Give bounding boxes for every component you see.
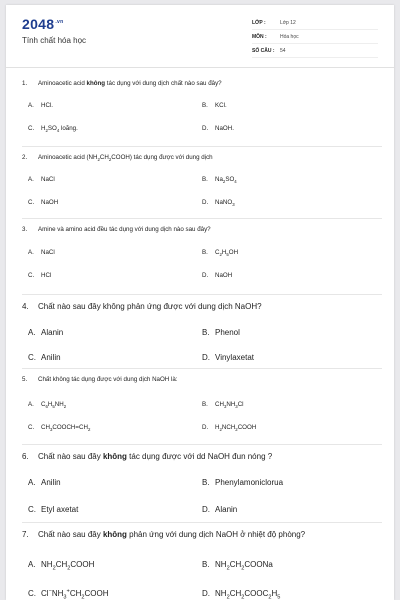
question-number: 4. [22, 302, 29, 311]
option-label: A. [28, 478, 36, 487]
meta-row-subject [252, 31, 378, 44]
option-label: B. [202, 328, 210, 337]
option-label: D. [202, 272, 209, 279]
option-label: C. [28, 589, 36, 598]
answer-option-a[interactable] [28, 328, 63, 337]
question-text: Amine và amino acid đều tác dụng với dung dịch nào sau đây? [38, 226, 211, 233]
option-text: Phenylamoniclorua [215, 478, 284, 487]
option-label: A. [28, 560, 36, 569]
option-text: $Na_2SO_4$ [215, 176, 237, 185]
option-label: A. [28, 249, 34, 256]
answer-option-a[interactable] [28, 249, 55, 256]
question-item [22, 369, 382, 445]
answer-option-b[interactable] [202, 176, 237, 183]
answer-option-d[interactable] [202, 125, 234, 132]
question-item [22, 219, 382, 295]
option-label: B. [202, 102, 208, 109]
answer-option-c[interactable] [28, 424, 90, 431]
question-item [22, 445, 382, 523]
answer-option-b[interactable] [202, 401, 244, 408]
answer-option-a[interactable] [28, 478, 61, 487]
option-label: D. [202, 505, 210, 514]
question-stem [22, 302, 262, 311]
answer-option-b[interactable] [202, 478, 283, 487]
option-label: A. [28, 328, 36, 337]
option-label: D. [202, 353, 210, 362]
option-label: D. [202, 589, 210, 598]
option-label: C. [28, 505, 36, 514]
answer-option-c[interactable] [28, 125, 78, 132]
answer-option-c[interactable] [28, 353, 61, 362]
question-text: Aminoacetic acid không tác dụng với dung dịch chất nào sau đây? [38, 80, 222, 87]
answer-option-d[interactable] [202, 589, 280, 598]
answer-option-c[interactable] [28, 589, 109, 598]
option-text: $NH_2CH_2COOC_2H_5$ [215, 589, 281, 600]
option-label: B. [202, 560, 210, 569]
option-text: $C_2H_5OH$ [215, 249, 239, 258]
option-text: $NH_2CH_2COONa$ [215, 560, 273, 572]
option-label: A. [28, 102, 34, 109]
option-text: NaNO$_3$ [215, 199, 235, 208]
meta-row-class [252, 17, 378, 30]
answer-option-d[interactable] [202, 353, 254, 362]
option-text: $CH_3NH_3Cl$ [215, 401, 244, 410]
answer-option-c[interactable] [28, 272, 51, 279]
question-item [22, 147, 382, 219]
document-meta [252, 17, 378, 59]
meta-row-count [252, 45, 378, 58]
option-text: $CH_3COOCH=CH_2$ [41, 424, 91, 433]
answer-option-a[interactable] [28, 176, 55, 183]
question-item [22, 75, 382, 147]
option-text: KCl. [215, 102, 227, 109]
option-text: $Cl^-NH_3^+CH_2COOH$ [41, 588, 109, 600]
option-text: NaOH [215, 272, 233, 279]
answer-option-a[interactable] [28, 401, 66, 408]
option-label: D. [202, 199, 209, 206]
option-text: $H_2SO_4$ loãng. [41, 125, 78, 134]
option-text: $H_2NCH_2COOH$ [215, 424, 257, 433]
answer-option-d[interactable] [202, 424, 256, 431]
meta-value: Hóa học [280, 34, 299, 40]
question-stem [22, 530, 305, 539]
answer-option-d[interactable] [202, 199, 235, 206]
option-label: C. [28, 424, 35, 431]
answer-option-d[interactable] [202, 272, 232, 279]
option-text: NaOH [41, 199, 59, 206]
meta-value: 54 [280, 48, 286, 54]
logo-text: 2048 [22, 16, 55, 32]
option-text: Alanin [215, 505, 238, 514]
option-text: NaOH. [215, 125, 234, 132]
question-stem [22, 154, 213, 161]
answer-option-d[interactable] [202, 505, 237, 514]
option-label: A. [28, 176, 34, 183]
question-text: Chất nào sau đây không phản ứng với dung dịch NaOH ở nhiệt độ phòng? [38, 530, 306, 539]
answer-option-c[interactable] [28, 505, 78, 514]
answer-option-b[interactable] [202, 249, 238, 256]
logo-suffix: .vn [55, 19, 64, 26]
question-text: Chất nào sau đây không phản ứng được với dung dịch NaOH? [38, 302, 262, 311]
question-number: 2. [22, 154, 28, 161]
document-header [6, 5, 394, 68]
option-label: D. [202, 125, 209, 132]
site-logo[interactable] [22, 16, 63, 32]
option-text: NaCl [41, 176, 55, 183]
option-label: C. [28, 125, 35, 132]
option-label: B. [202, 478, 210, 487]
question-stem [22, 452, 272, 461]
option-text: NaCl [41, 249, 55, 256]
question-stem [22, 226, 211, 233]
option-text: Anilin [41, 353, 61, 362]
document-page [6, 5, 394, 600]
option-label: C. [28, 272, 35, 279]
question-stem [22, 376, 178, 383]
option-text: Etyl axetat [41, 505, 79, 514]
question-item [22, 523, 382, 600]
option-text: Anilin [41, 478, 61, 487]
answer-option-b[interactable] [202, 102, 227, 109]
option-text: HCl [41, 272, 52, 279]
option-text: HCl. [41, 102, 54, 109]
option-label: C. [28, 353, 36, 362]
document-title: Tính chất hóa học [22, 36, 87, 45]
option-label: A. [28, 401, 34, 408]
meta-label: SỐ CÂU : [252, 48, 275, 54]
option-label: B. [202, 401, 208, 408]
question-number: 5. [22, 376, 28, 383]
meta-label: LỚP : [252, 20, 266, 26]
option-text: Phenol [215, 328, 240, 337]
option-text: $C_6H_5NH_2$ [41, 401, 67, 410]
option-label: B. [202, 249, 208, 256]
option-label: C. [28, 199, 35, 206]
option-label: B. [202, 176, 208, 183]
question-number: 7. [22, 530, 29, 539]
question-text: Chất nào sau đây không tác dụng được với dd NaOH đun nóng ? [38, 452, 273, 461]
answer-option-b[interactable] [202, 328, 240, 337]
question-item [22, 295, 382, 369]
answer-option-c[interactable] [28, 199, 58, 206]
question-text: Chất không tác dụng được với dung dịch NaOH là: [38, 376, 178, 383]
answer-option-b[interactable] [202, 560, 273, 572]
option-text: Vinylaxetat [215, 353, 254, 362]
question-stem [22, 80, 222, 87]
option-label: D. [202, 424, 209, 431]
question-number: 6. [22, 452, 29, 461]
meta-value: Lớp 12 [280, 20, 296, 26]
meta-label: MÔN : [252, 34, 267, 40]
question-number: 3. [22, 226, 28, 233]
question-number: 1. [22, 80, 28, 87]
option-text: Alanin [41, 328, 64, 337]
question-text: Aminoacetic acid $(NH_2CH_2COOH)$ tác dụng được với dung dịch [38, 154, 213, 163]
answer-option-a[interactable] [28, 560, 95, 572]
answer-option-a[interactable] [28, 102, 53, 109]
option-text: $NH_2CH_2COOH$ [41, 560, 95, 572]
